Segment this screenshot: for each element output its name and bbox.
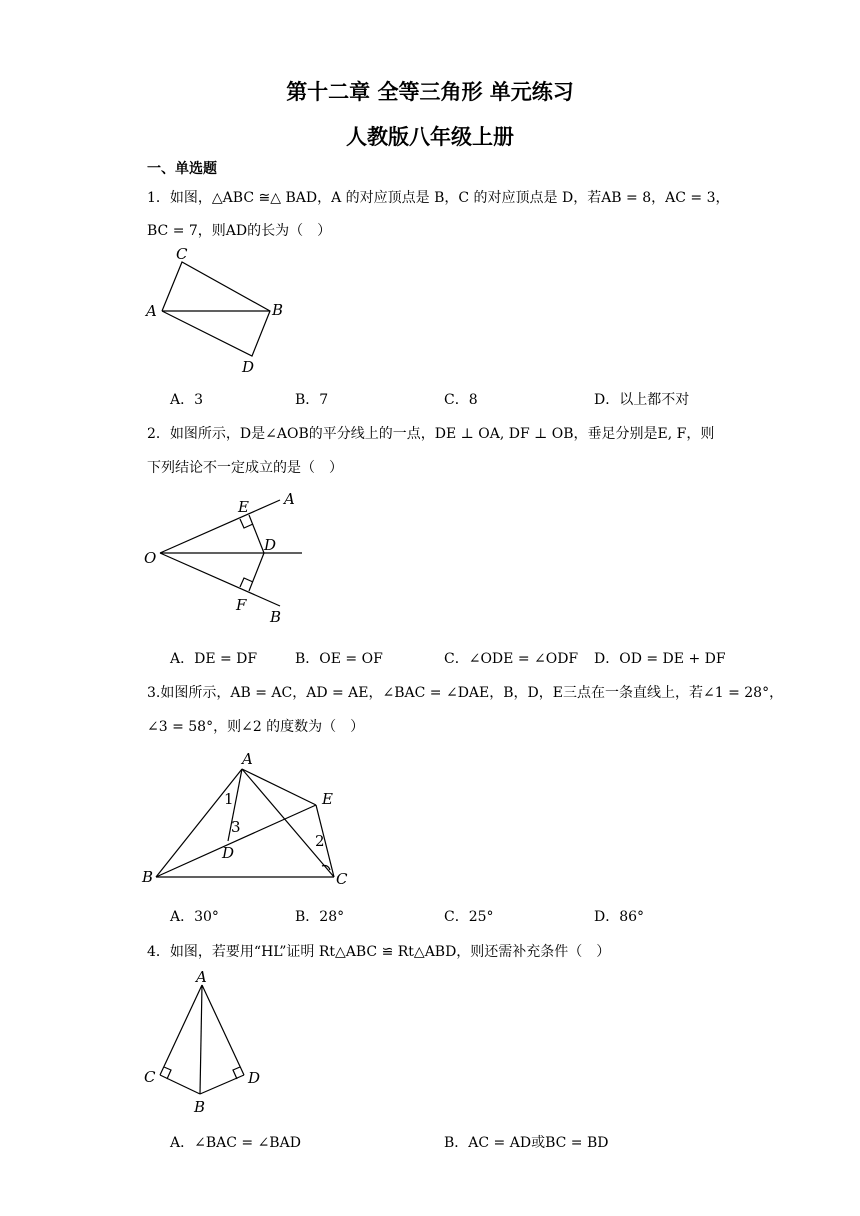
q3-label-a: A: [242, 750, 253, 768]
question-1-figure: [140, 240, 300, 380]
page-subtitle: 人教版八年级上册: [346, 125, 514, 149]
q4-db: [200, 1075, 244, 1094]
q2-label-a: A: [284, 490, 295, 508]
q1-option-b: B．7: [295, 392, 329, 408]
q2-option-d: D．OD = DE + DF: [594, 651, 726, 667]
question-2-figure: [140, 488, 310, 628]
q2-label-d: D: [264, 536, 277, 554]
q3-option-c: C．25°: [444, 909, 494, 925]
question-1-text-line2: BC = 7，则AD的长为（ ）: [147, 223, 332, 239]
q4-label-d: D: [248, 1069, 261, 1087]
q3-ae: [242, 769, 316, 805]
q2-option-b: B．OE = OF: [295, 651, 383, 667]
q4-ad: [202, 985, 244, 1075]
q3-label-c: C: [336, 870, 348, 888]
q3-option-d: D．86°: [594, 909, 645, 925]
q2-label-e: E: [238, 498, 249, 516]
q2-option-a: A．DE = DF: [170, 651, 258, 667]
q2-segment-de: [249, 515, 264, 553]
q4-option-b: B．AC = AD或BC = BD: [444, 1135, 609, 1151]
q4-label-a: A: [196, 968, 207, 986]
q1-option-a: A．3: [170, 392, 204, 408]
q3-option-b: B．28°: [295, 909, 345, 925]
q1-label-a: A: [146, 302, 157, 320]
question-4-text-line1: 4．如图，若要用“HL”证明 Rt△ABC ≌ Rt△ABD，则还需补充条件（ ）: [147, 944, 611, 960]
q1-label-d: D: [242, 358, 255, 376]
question-4-figure: [140, 968, 270, 1118]
q3-be: [156, 805, 316, 877]
q2-option-c: C．∠ODE = ∠ODF: [444, 651, 579, 667]
question-3-figure: [140, 748, 360, 893]
q2-label-o: O: [144, 549, 157, 567]
q4-ab: [200, 985, 202, 1094]
question-2-text-line2: 下列结论不一定成立的是（ ）: [147, 460, 343, 476]
q4-option-a: A．∠BAC = ∠BAD: [170, 1135, 301, 1151]
q3-label-2: 2: [315, 832, 325, 850]
q2-segment-df: [249, 553, 264, 591]
question-1-text-line1: 1．如图，△ABC ≅△ BAD，A 的对应顶点是 B，C 的对应顶点是 D，若AB = 8，AC = 3，: [147, 190, 730, 206]
q3-label-e: E: [322, 790, 333, 808]
q3-label-b: B: [142, 868, 154, 886]
q2-label-b: B: [270, 608, 282, 626]
question-3-text-line1: 3.如图所示，AB = AC，AD = AE，∠BAC = ∠DAE，B，D，E三点在一条直线上，若∠1 = 28°，: [147, 685, 784, 701]
q1-quadrilateral: [162, 262, 270, 356]
question-3-text-line2: ∠3 = 58°，则∠2 的度数为（ ）: [147, 719, 365, 735]
q4-label-c: C: [144, 1068, 156, 1086]
section-label: 一、单选题: [147, 161, 217, 177]
q3-label-1: 1: [224, 790, 234, 808]
q2-label-f: F: [236, 596, 247, 614]
q1-option-c: C．8: [444, 392, 478, 408]
q1-label-b: B: [272, 301, 284, 319]
q4-cb: [160, 1075, 200, 1094]
q3-option-a: A．30°: [170, 909, 219, 925]
page-title: 第十二章 全等三角形 单元练习: [286, 80, 574, 104]
question-2-text-line1: 2．如图所示，D是∠AOB的平分线上的一点，DE ⊥ OA, DF ⊥ OB，垂足分别是E, F，则: [147, 426, 715, 442]
q4-ac: [160, 985, 202, 1075]
q1-label-c: C: [176, 245, 188, 263]
q3-label-3: 3: [231, 818, 241, 836]
q4-label-b: B: [194, 1098, 206, 1116]
q2-ray-oa: [160, 500, 280, 553]
q3-label-d: D: [222, 844, 235, 862]
q2-ray-ob: [160, 553, 280, 606]
q1-option-d: D．以上都不对: [594, 392, 690, 408]
